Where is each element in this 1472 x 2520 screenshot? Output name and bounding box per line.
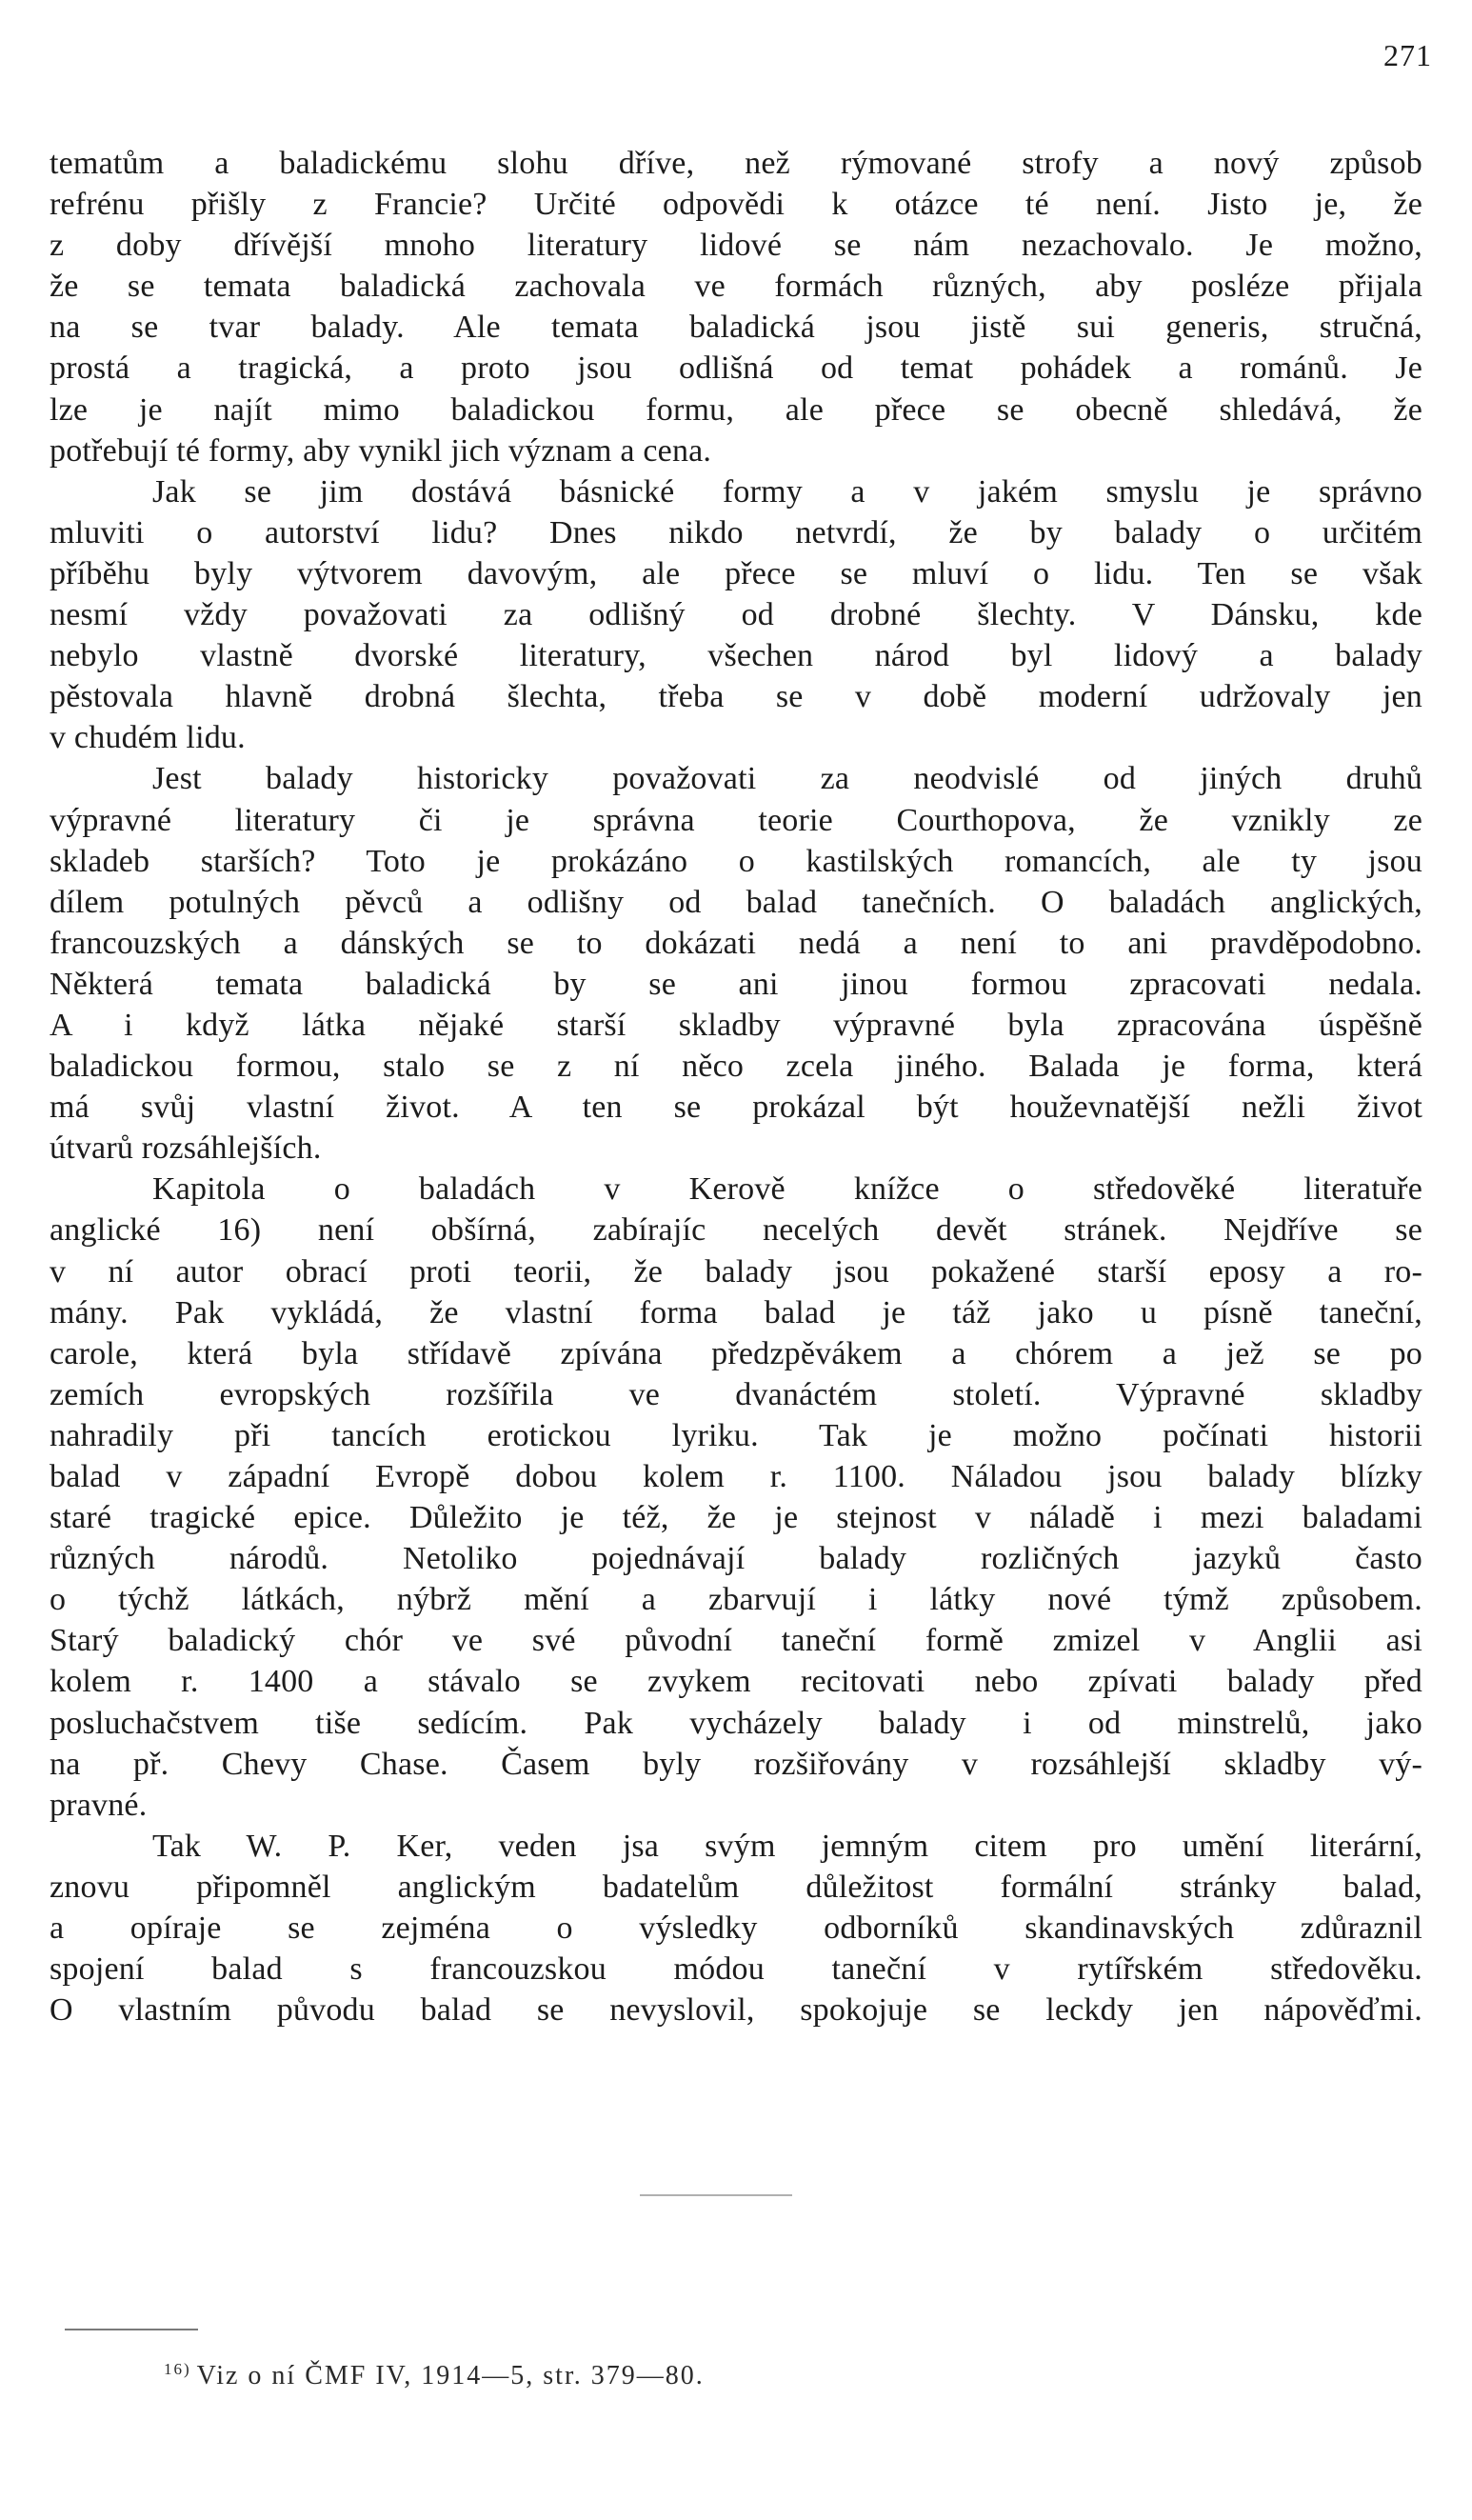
body-text <box>50 143 1422 2030</box>
text-line: mluviti o autorství lidu? Dnes nikdo netvrdí, že by balady o určitém <box>50 514 1422 550</box>
text-line: Některá temata baladická by se ani jinou formou zpracovati nedala. <box>50 966 1422 1002</box>
text-line: že se temata baladická zachovala ve formách různých, aby posléze přijala <box>50 269 1422 305</box>
text-line: z doby dřívější mnoho literatury lidové se nám nezachovalo. Je možno, <box>50 228 1422 264</box>
text-line: potřebují té formy, aby vynikl jich význam a cena. <box>50 432 712 469</box>
text-line: balad v západní Evropě dobou kolem r. 1100. Náladou jsou balady blízky <box>50 1459 1422 1494</box>
section-separator <box>640 2194 792 2196</box>
text-line: francouzských a dánských se to dokázati nedá a není to ani pravděpodobno. <box>50 925 1422 961</box>
text-line: kolem r. 1400 a stávalo se zvykem recitovati nebo zpívati balady před <box>50 1664 1422 1700</box>
text-line: anglické 16) není obšírná, zabírajíc necelých devět stránek. Nejdříve se <box>50 1212 1422 1249</box>
page-number: 271 <box>1383 38 1432 72</box>
text-line: O vlastním původu balad se nevyslovil, spokojuje se leckdy jen nápověďmi. <box>50 1992 1422 2029</box>
text-line: A i když látka nějaké starší skladby výpravné byla zpracována úspěšně <box>50 1007 1422 1043</box>
text-line: mány. Pak vykládá, že vlastní forma balad je táž jako u písně taneční, <box>50 1294 1422 1330</box>
text-line: baladickou formou, stalo se z ní něco zcela jiného. Balada je forma, která <box>50 1049 1422 1085</box>
text-line: nebylo vlastně dvorské literatury, všechen národ byl lidový a balady <box>50 638 1422 674</box>
text-line: nesmí vždy považovati za odlišný od drobné šlechty. V Dánsku, kde <box>50 597 1422 633</box>
text-line: staré tragické epice. Důležito je též, že je stejnost v náladě i mezi baladami <box>50 1500 1422 1536</box>
text-line: carole, která byla střídavě zpívána předzpěvákem a chórem a jež se po <box>50 1335 1422 1371</box>
text-line: spojení balad s francouzskou módou taneční v rytířském středověku. <box>50 1951 1422 1988</box>
text-line: znovu připomněl anglickým badatelům důležitost formální stránky balad, <box>50 1869 1422 1905</box>
text-line: má svůj vlastní život. A ten se prokázal být houževnatější nežli život <box>50 1090 1422 1126</box>
paragraph <box>50 471 1422 759</box>
text-line: lze je najít mimo baladickou formu, ale přece se obecně shledává, že <box>50 391 1422 428</box>
text-line: v ní autor obrací proti teorii, že balady jsou pokažené starší eposy a ro- <box>50 1253 1422 1290</box>
text-line: pravné. <box>50 1787 148 1823</box>
footnote-marker: 16) <box>164 2360 191 2378</box>
text-line: Starý baladický chór ve své původní taneční formě zmizel v Anglii asi <box>50 1623 1422 1659</box>
paragraph <box>50 1169 1422 1826</box>
footnote-rule <box>65 2329 198 2330</box>
text-line: posluchačstvem tiše sedícím. Pak vycházely balady i od minstrelů, jako <box>50 1705 1422 1741</box>
text-line: Jest balady historicky považovati za neodvislé od jiných druhů <box>152 761 1422 797</box>
text-line: Kapitola o baladách v Kerově knížce o středověké literatuře <box>152 1171 1422 1208</box>
text-line: Jak se jim dostává básnické formy a v jakém smyslu je správno <box>152 473 1422 510</box>
text-line: nahradily při tancích erotickou lyriku. Tak je možno počínati historii <box>50 1417 1422 1453</box>
text-line: tematům a baladickému slohu dříve, než rýmované strofy a nový způsob <box>50 146 1422 181</box>
text-line: útvarů rozsáhlejších. <box>50 1130 322 1167</box>
text-line: v chudém lidu. <box>50 720 246 756</box>
text-line: a opíraje se zejména o výsledky odborníků skandinavských zdůraznil <box>50 1910 1422 1947</box>
footnote-text: Viz o ní ČMF IV, 1914—5, str. 379—80. <box>196 2361 705 2390</box>
paragraph <box>50 758 1422 1169</box>
text-line: skladeb starších? Toto je prokázáno o kastilských romancích, ale ty jsou <box>50 843 1422 879</box>
text-line: příběhu byly výtvorem davovým, ale přece se mluví o lidu. Ten se však <box>50 555 1422 591</box>
text-line: zemích evropských rozšířila ve dvanáctém století. Výpravné skladby <box>50 1376 1422 1412</box>
paragraph <box>50 143 1422 471</box>
text-line: na př. Chevy Chase. Časem byly rozšiřovány v rozsáhlejší skladby vý- <box>50 1746 1422 1782</box>
text-line: pěstovala hlavně drobná šlechta, třeba se v době moderní udržovaly jen <box>50 679 1422 715</box>
text-line: o týchž látkách, nýbrž mění a zbarvují i látky nové týmž způsobem. <box>50 1582 1422 1618</box>
paragraph <box>50 1826 1422 2030</box>
text-line: výpravné literatury či je správna teorie Courthopova, že vznikly ze <box>50 802 1422 838</box>
text-line: Tak W. P. Ker, veden jsa svým jemným citem pro umění literární, <box>152 1828 1422 1864</box>
text-line: dílem potulných pěvců a odlišny od balad tanečních. O baladách anglických, <box>50 884 1422 920</box>
footnote <box>164 2360 705 2391</box>
text-line: různých národů. Netoliko pojednávají balady rozličných jazyků často <box>50 1541 1422 1577</box>
text-line: refrénu přišly z Francie? Určité odpovědi k otázce té není. Jisto je, že <box>50 187 1422 223</box>
text-line: prostá a tragická, a proto jsou odlišná od temat pohádek a románů. Je <box>50 350 1422 387</box>
text-line: na se tvar balady. Ale temata baladická jsou jistě sui generis, stručná, <box>50 310 1422 346</box>
